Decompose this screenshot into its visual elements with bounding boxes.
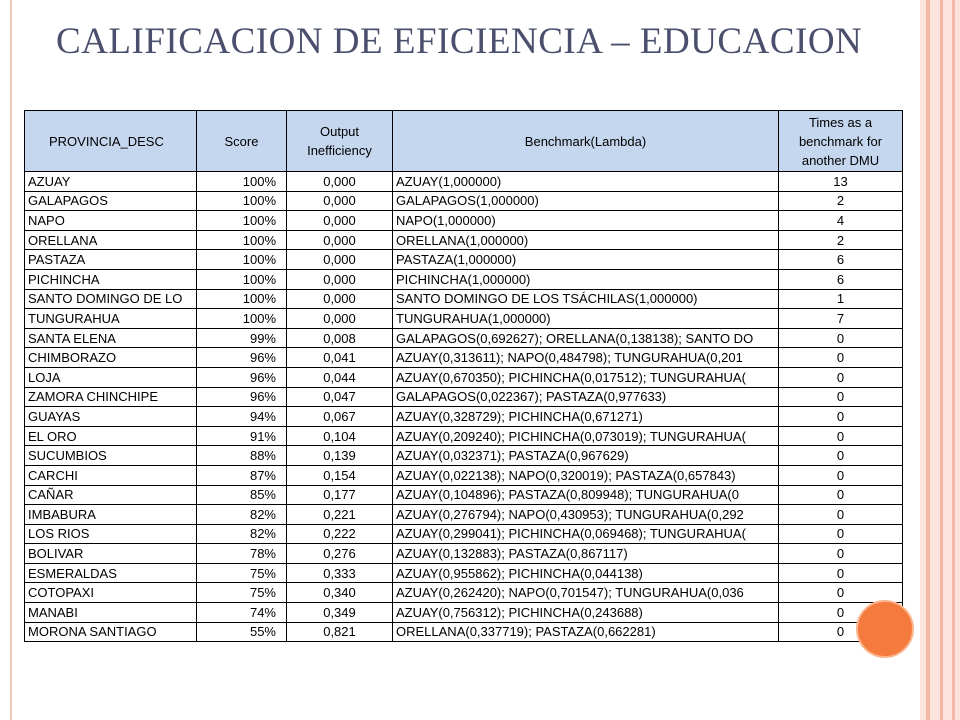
cell-provincia: CAÑAR — [25, 485, 197, 505]
cell-score: 100% — [197, 230, 287, 250]
cell-output-inefficiency: 0,154 — [287, 465, 393, 485]
cell-benchmark: AZUAY(0,955862); PICHINCHA(0,044138) — [393, 563, 779, 583]
cell-output-inefficiency: 0,000 — [287, 269, 393, 289]
cell-benchmark: TUNGURAHUA(1,000000) — [393, 309, 779, 329]
cell-score: 100% — [197, 269, 287, 289]
slide-title: CALIFICACION DE EFICIENCIA – EDUCACION — [56, 21, 863, 62]
cell-benchmark: ORELLANA(1,000000) — [393, 230, 779, 250]
cell-provincia: AZUAY — [25, 172, 197, 192]
cell-output-inefficiency: 0,044 — [287, 367, 393, 387]
cell-times-benchmark: 6 — [779, 250, 903, 270]
cell-times-benchmark: 0 — [779, 465, 903, 485]
header-provincia: PROVINCIA_DESC — [25, 111, 197, 172]
table-row — [25, 407, 903, 427]
cell-output-inefficiency: 0,340 — [287, 583, 393, 603]
cell-provincia: TUNGURAHUA — [25, 309, 197, 329]
table-row — [25, 485, 903, 505]
cell-score: 100% — [197, 211, 287, 231]
cell-score: 88% — [197, 446, 287, 466]
table-row — [25, 348, 903, 368]
cell-output-inefficiency: 0,041 — [287, 348, 393, 368]
cell-times-benchmark: 13 — [779, 172, 903, 192]
cell-output-inefficiency: 0,000 — [287, 172, 393, 192]
cell-provincia: BOLIVAR — [25, 544, 197, 564]
table-row — [25, 367, 903, 387]
table-row — [25, 426, 903, 446]
cell-score: 100% — [197, 289, 287, 309]
cell-times-benchmark: 0 — [779, 563, 903, 583]
table-row — [25, 211, 903, 231]
cell-provincia: CHIMBORAZO — [25, 348, 197, 368]
cell-provincia: ORELLANA — [25, 230, 197, 250]
header-output-inefficiency: Output Inefficiency — [287, 111, 393, 172]
cell-times-benchmark: 0 — [779, 387, 903, 407]
cell-benchmark: ORELLANA(0,337719); PASTAZA(0,662281) — [393, 622, 779, 642]
right-decor-band — [920, 0, 960, 720]
cell-provincia: LOJA — [25, 367, 197, 387]
cell-score: 100% — [197, 309, 287, 329]
cell-benchmark: NAPO(1,000000) — [393, 211, 779, 231]
table-row — [25, 328, 903, 348]
cell-times-benchmark: 0 — [779, 544, 903, 564]
cell-benchmark: AZUAY(0,276794); NAPO(0,430953); TUNGURAHUA(0,292 — [393, 505, 779, 525]
cell-output-inefficiency: 0,000 — [287, 289, 393, 309]
cell-times-benchmark: 2 — [779, 230, 903, 250]
cell-benchmark: AZUAY(0,262420); NAPO(0,701547); TUNGURAHUA(0,036 — [393, 583, 779, 603]
cell-score: 94% — [197, 407, 287, 427]
table-row — [25, 603, 903, 623]
cell-benchmark: GALAPAGOS(0,022367); PASTAZA(0,977633) — [393, 387, 779, 407]
cell-score: 100% — [197, 191, 287, 211]
cell-output-inefficiency: 0,349 — [287, 603, 393, 623]
table-row — [25, 583, 903, 603]
cell-score: 96% — [197, 367, 287, 387]
cell-times-benchmark: 7 — [779, 309, 903, 329]
cell-score: 85% — [197, 485, 287, 505]
table-row — [25, 524, 903, 544]
cell-score: 75% — [197, 583, 287, 603]
cell-provincia: ZAMORA CHINCHIPE — [25, 387, 197, 407]
cell-score: 100% — [197, 250, 287, 270]
cell-provincia: SANTO DOMINGO DE LO — [25, 289, 197, 309]
header-times-benchmark: Times as a benchmark for another DMU — [779, 111, 903, 172]
cell-benchmark: AZUAY(0,022138); NAPO(0,320019); PASTAZA(0,657843) — [393, 465, 779, 485]
cell-output-inefficiency: 0,104 — [287, 426, 393, 446]
cell-times-benchmark: 0 — [779, 348, 903, 368]
cell-output-inefficiency: 0,008 — [287, 328, 393, 348]
cell-output-inefficiency: 0,000 — [287, 250, 393, 270]
header-score: Score — [197, 111, 287, 172]
cell-output-inefficiency: 0,139 — [287, 446, 393, 466]
table-row — [25, 446, 903, 466]
cell-score: 74% — [197, 603, 287, 623]
cell-benchmark: GALAPAGOS(1,000000) — [393, 191, 779, 211]
cell-benchmark: PICHINCHA(1,000000) — [393, 269, 779, 289]
cell-output-inefficiency: 0,821 — [287, 622, 393, 642]
cell-times-benchmark: 0 — [779, 426, 903, 446]
cell-provincia: NAPO — [25, 211, 197, 231]
cell-output-inefficiency: 0,177 — [287, 485, 393, 505]
cell-times-benchmark: 0 — [779, 622, 903, 642]
cell-provincia: GUAYAS — [25, 407, 197, 427]
cell-provincia: EL ORO — [25, 426, 197, 446]
cell-output-inefficiency: 0,221 — [287, 505, 393, 525]
table-row — [25, 505, 903, 525]
cell-score: 82% — [197, 505, 287, 525]
table-header-row — [25, 111, 903, 172]
cell-provincia: PASTAZA — [25, 250, 197, 270]
cell-score: 99% — [197, 328, 287, 348]
cell-times-benchmark: 0 — [779, 407, 903, 427]
cell-times-benchmark: 6 — [779, 269, 903, 289]
cell-output-inefficiency: 0,222 — [287, 524, 393, 544]
cell-benchmark: SANTO DOMINGO DE LOS TSÁCHILAS(1,000000) — [393, 289, 779, 309]
cell-score: 100% — [197, 172, 287, 192]
cell-score: 82% — [197, 524, 287, 544]
cell-output-inefficiency: 0,000 — [287, 309, 393, 329]
table-body — [25, 172, 903, 642]
cell-output-inefficiency: 0,067 — [287, 407, 393, 427]
table-row — [25, 250, 903, 270]
cell-provincia: MANABI — [25, 603, 197, 623]
cell-score: 87% — [197, 465, 287, 485]
cell-provincia: COTOPAXI — [25, 583, 197, 603]
cell-times-benchmark: 0 — [779, 485, 903, 505]
cell-times-benchmark: 0 — [779, 524, 903, 544]
cell-benchmark: AZUAY(0,299041); PICHINCHA(0,069468); TUNGURAHUA( — [393, 524, 779, 544]
cell-times-benchmark: 4 — [779, 211, 903, 231]
cell-times-benchmark: 0 — [779, 328, 903, 348]
cell-provincia: IMBABURA — [25, 505, 197, 525]
cell-output-inefficiency: 0,276 — [287, 544, 393, 564]
cell-output-inefficiency: 0,000 — [287, 230, 393, 250]
table-row — [25, 269, 903, 289]
table-row — [25, 230, 903, 250]
decor-stripe — [926, 0, 930, 720]
cell-benchmark: AZUAY(0,756312); PICHINCHA(0,243688) — [393, 603, 779, 623]
cell-times-benchmark: 0 — [779, 583, 903, 603]
cell-benchmark: AZUAY(0,670350); PICHINCHA(0,017512); TUNGURAHUA( — [393, 367, 779, 387]
cell-provincia: PICHINCHA — [25, 269, 197, 289]
cell-times-benchmark: 0 — [779, 367, 903, 387]
table-row — [25, 172, 903, 192]
cell-score: 78% — [197, 544, 287, 564]
decor-stripe — [952, 0, 955, 720]
table-row — [25, 309, 903, 329]
table-row — [25, 191, 903, 211]
cell-score: 96% — [197, 348, 287, 368]
cell-provincia: ESMERALDAS — [25, 563, 197, 583]
cell-benchmark: AZUAY(1,000000) — [393, 172, 779, 192]
cell-output-inefficiency: 0,047 — [287, 387, 393, 407]
cell-benchmark: GALAPAGOS(0,692627); ORELLANA(0,138138); SANTO DO — [393, 328, 779, 348]
cell-benchmark: AZUAY(0,104896); PASTAZA(0,809948); TUNGURAHUA(0 — [393, 485, 779, 505]
cell-provincia: MORONA SANTIAGO — [25, 622, 197, 642]
cell-times-benchmark: 1 — [779, 289, 903, 309]
cell-provincia: CARCHI — [25, 465, 197, 485]
cell-output-inefficiency: 0,333 — [287, 563, 393, 583]
cell-benchmark: AZUAY(0,132883); PASTAZA(0,867117) — [393, 544, 779, 564]
cell-benchmark: AZUAY(0,328729); PICHINCHA(0,671271) — [393, 407, 779, 427]
cell-provincia: LOS RIOS — [25, 524, 197, 544]
cell-benchmark: AZUAY(0,032371); PASTAZA(0,967629) — [393, 446, 779, 466]
table-row — [25, 622, 903, 642]
cell-output-inefficiency: 0,000 — [287, 191, 393, 211]
cell-output-inefficiency: 0,000 — [287, 211, 393, 231]
cell-benchmark: PASTAZA(1,000000) — [393, 250, 779, 270]
efficiency-table-container — [24, 110, 903, 642]
cell-provincia: GALAPAGOS — [25, 191, 197, 211]
table-row — [25, 465, 903, 485]
decor-circle — [856, 600, 914, 658]
header-benchmark: Benchmark(Lambda) — [393, 111, 779, 172]
cell-times-benchmark: 2 — [779, 191, 903, 211]
table-row — [25, 289, 903, 309]
cell-benchmark: AZUAY(0,313611); NAPO(0,484798); TUNGURAHUA(0,201 — [393, 348, 779, 368]
left-decor-line — [10, 0, 12, 720]
decor-stripe — [940, 0, 943, 720]
cell-score: 55% — [197, 622, 287, 642]
cell-score: 75% — [197, 563, 287, 583]
cell-score: 96% — [197, 387, 287, 407]
cell-benchmark: AZUAY(0,209240); PICHINCHA(0,073019); TUNGURAHUA( — [393, 426, 779, 446]
cell-times-benchmark: 0 — [779, 505, 903, 525]
cell-times-benchmark: 0 — [779, 446, 903, 466]
efficiency-table — [24, 110, 903, 642]
table-row — [25, 544, 903, 564]
table-row — [25, 563, 903, 583]
table-row — [25, 387, 903, 407]
cell-times-benchmark: 0 — [779, 603, 903, 623]
cell-provincia: SANTA ELENA — [25, 328, 197, 348]
cell-score: 91% — [197, 426, 287, 446]
cell-provincia: SUCUMBIOS — [25, 446, 197, 466]
